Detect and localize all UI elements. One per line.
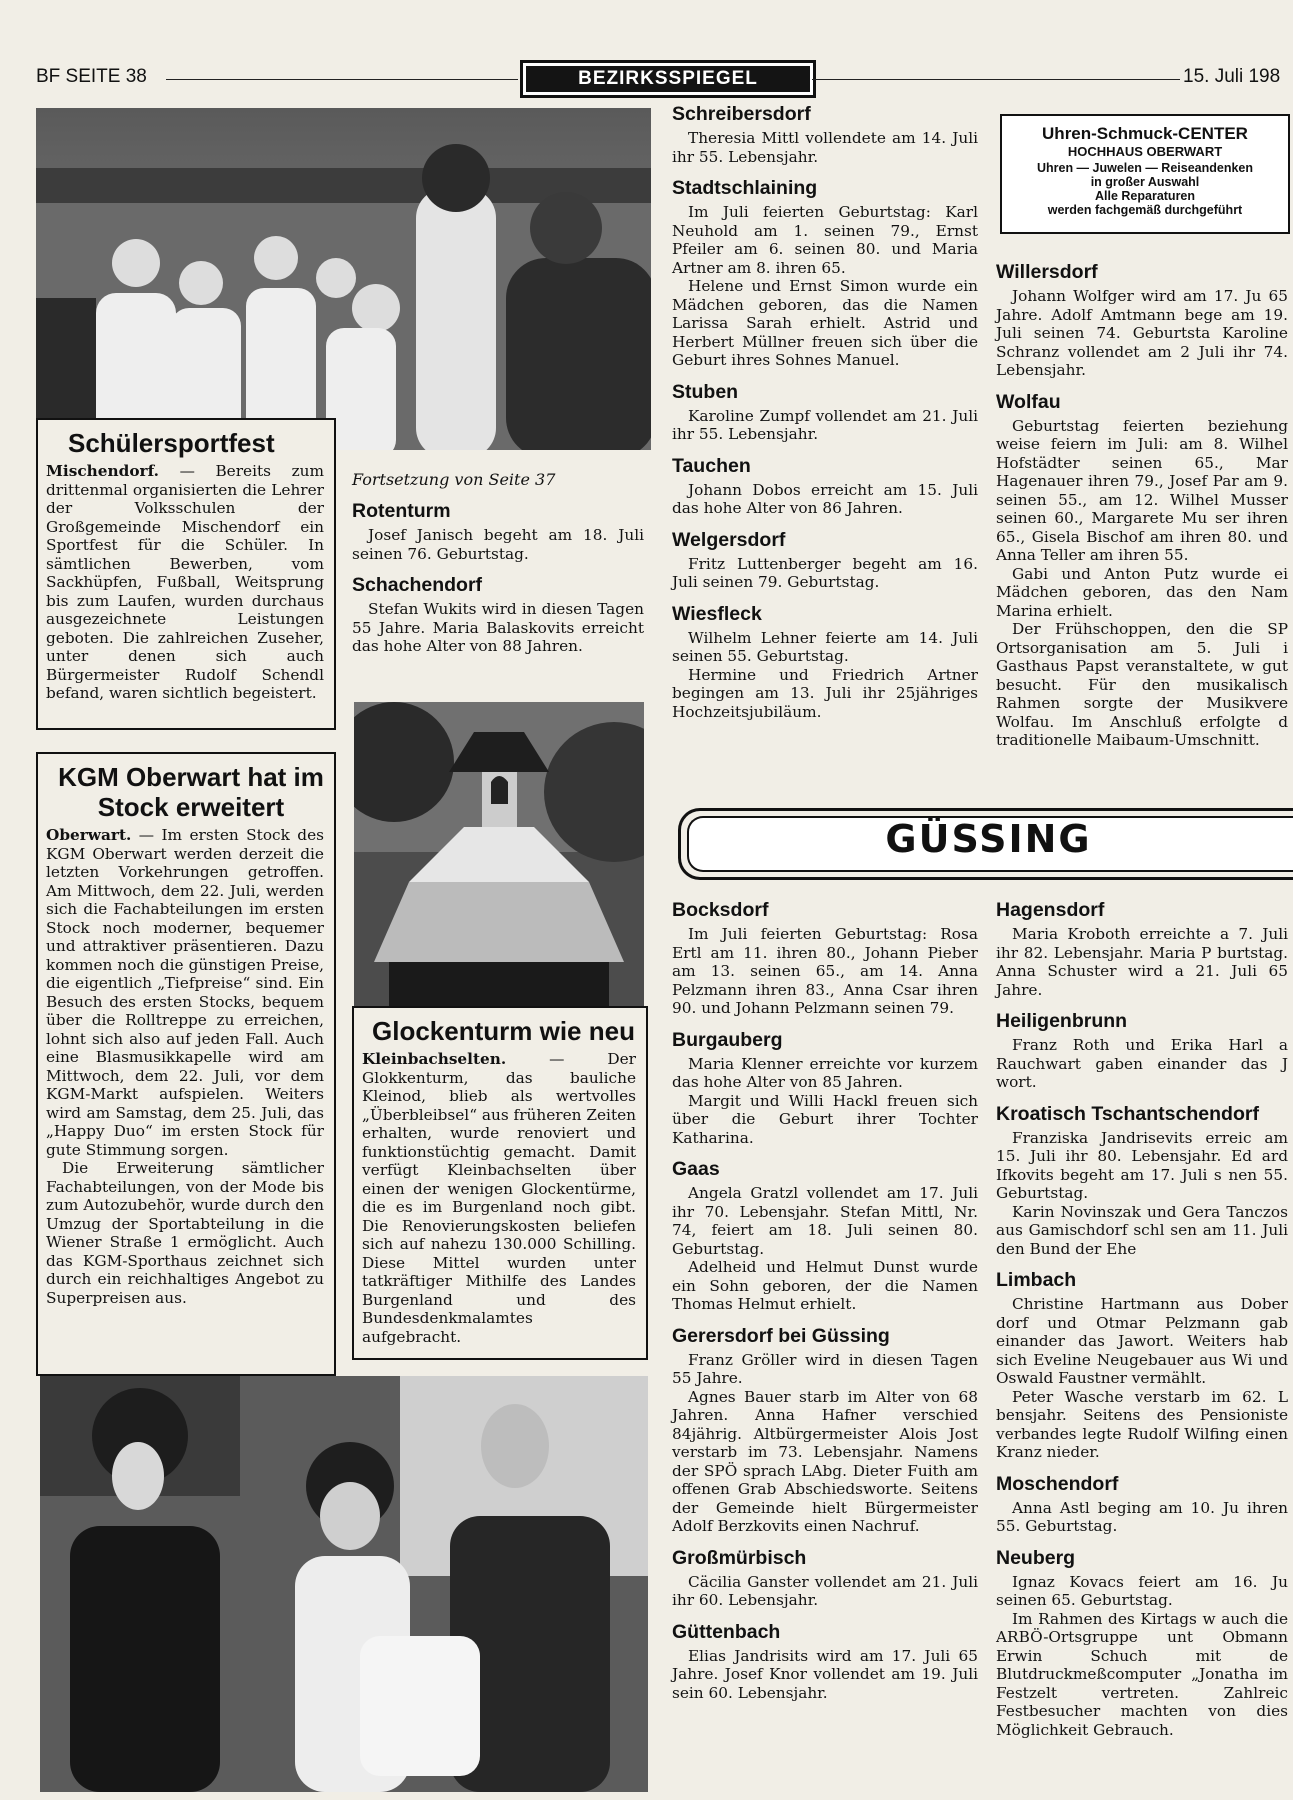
place-heading: Bocksdorf [672, 899, 769, 921]
place-heading: Rotenturm [352, 500, 451, 522]
place-text: Fritz Luttenberger begeht am 16. Juli seinen 79. Geburtstag. [672, 554, 978, 591]
store-photo-illustration [40, 1376, 648, 1792]
ad-line: in großer Auswahl [1090, 175, 1200, 189]
place-text: Franz Gröller wird in diesen Tagen 55 Jahre. [672, 1350, 978, 1387]
bell-tower-photo [354, 702, 644, 1010]
place-heading: Güttenbach [672, 1620, 781, 1643]
place-text: Hermine und Friedrich Artner begingen am 13. Juli ihr 25jähriges Hochzeitsjubiläum. [672, 665, 978, 721]
body-text: — Bereits zum drittenmal organisierten die Lehrer der Volksschulen der Großgemeinde Mischendorf ein Sportfest für die Schüler. In sämtlichen Bewerben, vom Sackhüpfen, Fußball, Weitsprung bis zum Laufen, wurden durchaus ausgezeichnete Leistungen geboten. Die zahlreichen Zuseher, unter denen sich auch Bürgermeister Rudolf Schendl befand, waren sichtlich begeistert. [46, 462, 324, 702]
header-rule-right [812, 79, 1180, 80]
place-heading: Wolfau [996, 390, 1061, 413]
ad-title: Uhren-Schmuck-CENTER [1042, 124, 1248, 143]
place-heading: Stadtschlaining [672, 177, 818, 199]
place-text: Wilhelm Lehner feierte am 14. Juli seinen 55. Geburtstag. [672, 628, 978, 665]
place-text: Johann Wolfger wird am 17. Ju 65 Jahre. Adolf Amtmann bege am 19. Juli seinen 74. Geburtsta Karoline Schranz vollendet am 2 Juli ihr 74. Lebensjahr. [996, 287, 1288, 379]
district-title: GÜSSING [885, 817, 1092, 861]
headline: KGM Oberwart hat im Stock erweitert [58, 762, 324, 822]
place-heading: Tauchen [672, 454, 751, 477]
place-text: Angela Gratzl vollendet am 17. Juli ihr 70. Lebensjahr. Stefan Mittl, Nr. 74, feiert am 18. Juli seinen 80. Geburtstag. [672, 1184, 978, 1258]
place-text: Helene und Ernst Simon wurde ein Mädchen geboren, das die Namen Larissa Sarah erhielt. Astrid und Herbert Müllner freuen sich über die Geburt ihres Sohnes Manuel. [672, 277, 978, 369]
ad-subtitle: HOCHHAUS OBERWART [1067, 144, 1223, 159]
place-text: Elias Jandrisits wird am 17. Juli 65 Jahre. Josef Knor vollendet am 19. Juli sein 60. Lebensjahr. [672, 1646, 978, 1702]
body-text: — Der Glokkenturm, das bauliche Kleinod, blieb als wertvolles „Überbleibsel“ aus früheren Zeiten erhalten, wurde renoviert und funktionstüchtig gemacht. Damit verfügt Kleinbachselten über einen der wenigen Glockentürme, die es im Burgenland noch gibt. Die Renovierungskosten beliefen sich auf nahezu 130.000 Schilling. Diese Mittel wurden unter tatkräftiger Mithilfe des Landes Burgenland und des Bundesdenkmalamtes aufgebracht. [362, 1050, 636, 1346]
district-banner-guessing [678, 808, 1293, 880]
section-kicker [520, 60, 816, 98]
dateline: Mischendorf. [46, 462, 159, 480]
place-text: Karin Novinszak und Gera Tanczos aus Gamischdorf schl sen am 11. Juli den Bund der Ehe [996, 1202, 1288, 1258]
place-text: Der Frühschoppen, den die SP Ortsorganisation am 5. Juli i Gasthaus Papst veranstaltete, w gut besucht. Für den musikalisch Rahmen sorgte der Musikvere Wolfau. Im Anschluß erfolgte d traditionelle Maibaum-Umschnitt. [996, 620, 1288, 749]
place-heading: Stuben [672, 380, 739, 403]
place-heading: Gaas [672, 1158, 720, 1180]
place-heading: Hagensdorf [996, 899, 1105, 921]
place-heading: Willersdorf [996, 261, 1098, 283]
place-text: Im Juli feierten Geburtstag: Rosa Ertl am 11. ihren 80., Johann Pieber am 13. seinen 65., am 14. Anna Pelzmann ihren 83., Anna Csar ihren 90. und Johann Pelzmann seinen 79. [672, 925, 978, 1017]
place-heading: Limbach [996, 1269, 1077, 1291]
article-body: Die Erweiterung sämtlicher Fachabteilungen, von der Mode bis zum Autozubehör, wurde durch den Umzug der Sportabteilung in die Wiener Straße 1 ermöglicht. Auch das KGM-Sporthaus zeichnet sich durch ein reichhaltiges Angebot zu Superpreisen aus. [46, 1159, 324, 1307]
place-text: Ignaz Kovacs feiert am 16. Ju seinen 65. Geburtstag. [996, 1572, 1288, 1609]
place-text: Margit und Willi Hackl freuen sich über die Geburt ihrer Tochter Katharina. [672, 1091, 978, 1147]
column-places-2 [996, 250, 1288, 750]
body-text: — Im ersten Stock des KGM Oberwart werden derzeit die letzten Vorkehrungen getroffen. Am Mittwoch, dem 22. Juli, werden sich die Fachabteilungen im ersten Stock noch moderner, bequemer und attraktiver präsentieren. Dazu kommen noch die günstigen Preise, die eigentlich „Tiefpreise“ sind. Ein Besuch des ersten Stocks, bequem über die Rolltreppe zu erreichen, lohnt sich also auf jeden Fall. Auch eine Blasmusikkapelle wird am Mittwoch, dem 22. Juli, vor dem KGM-Markt aufspielen. Weiters wird am Samstag, dem 25. Juli, das „Happy Duo“ im ersten Stock für gute Stimmung sorgen. [46, 826, 324, 1159]
place-heading: Wiesfleck [672, 602, 762, 625]
continued-note: Fortsetzung von Seite 37 [352, 470, 556, 489]
place-text: Agnes Bauer starb im Alter von 68 Jahren. Anna Hafner verschied 84jährig. Altbürgermeister Alois Jost verstarb im 73. Lebensjahr. Namens der SPÖ sprach LAbg. Dieter Fuith am offenen Grab Abschiedsworte. Seitens der Gemeinde hielt Bürgermeister Adolf Berzkovits einen Nachruf. [672, 1387, 978, 1535]
dateline: Oberwart. [46, 826, 132, 844]
place-text: Adelheid und Helmut Dunst wurde ein Sohn geboren, der die Namen Thomas Helmut erhielt. [672, 1258, 978, 1313]
place-heading: Schreibersdorf [672, 103, 811, 125]
headline: Schülersportfest [68, 428, 275, 458]
place-text: Peter Wasche verstarb im 62. L bensjahr. Seitens des Pensioniste verbandes legte Rudolf Wilfing einen Kranz nieder. [996, 1387, 1288, 1461]
ad-line: Alle Reparaturen [1094, 189, 1196, 203]
article-glockenturm [352, 1006, 648, 1360]
place-text: Theresia Mittl vollendete am 14. Juli ihr 55. Lebensjahr. [672, 129, 978, 166]
place-text: Franziska Jandrisevits erreic am 15. Juli ihr 80. Lebensjahr. Ed ard Ifkovits begeht am 17. Juli s nen 55. Geburtstag. [996, 1128, 1288, 1202]
place-text: Stefan Wukits wird in diesen Tagen 55 Jahre. Maria Balaskovits erreicht das hohe Alter von 88 Jahren. [352, 600, 644, 655]
place-text: Gabi und Anton Putz wurde ei Mädchen geboren, das den Nam Marina erhielt. [996, 564, 1288, 620]
issue-date: 15. Juli 198 [1183, 66, 1281, 87]
place-text: Cäcilia Ganster vollendet am 21. Juli ihr 60. Lebensjahr. [672, 1572, 978, 1609]
place-text: Karoline Zumpf vollendet am 21. Juli ihr 55. Lebensjahr. [672, 406, 978, 443]
section-title: BEZIRKSSPIEGEL [526, 66, 810, 92]
place-text: Geburtstag feierten beziehung weise feiern im Juli: am 8. Wilhel Hofstädter seinen 65., Mar Hagenauer ihren 79., Josef Par am 9. seinen 55., am 12. Wilhel Musser seinen 60., Margarete Mu ser ihren 65., Gisela Bischof am ihren 80. und Anna Teller am ihren 55. [996, 416, 1288, 564]
column-places-1 [672, 96, 978, 721]
header-rule-left [166, 79, 518, 80]
sportsfest-photo [36, 108, 651, 450]
place-text: Maria Kroboth erreichte a 7. Juli ihr 82. Lebensjahr. Maria P burtstag. Anna Schuster wird a 21. Juli 65 Jahre. [996, 925, 1288, 999]
article-body [362, 1050, 636, 1346]
place-heading: Großmürbisch [672, 1546, 807, 1569]
article-kgm-oberwart [36, 752, 336, 1376]
headline: Glockenturm wie neu [372, 1016, 635, 1046]
place-heading: Schachendorf [352, 574, 483, 596]
place-text: Im Rahmen des Kirtags w auch die ARBÖ-Ortsgruppe unt Obmann Erwin Schuch mit de Blutdruckmeßcomputer „Jonatha im Festzelt vertreten. Zahlreic Festbesucher machten von dies Möglichkeit Gebrauch. [996, 1609, 1288, 1739]
ad-line: werden fachgemäß durchgeführt [1047, 203, 1243, 217]
place-text: Johann Dobos erreicht am 15. Juli das hohe Alter von 86 Jahren. [672, 480, 978, 517]
place-text: Franz Roth und Erika Harl a Rauchwart gaben einander das J wort. [996, 1036, 1288, 1091]
place-heading: Heiligenbrunn [996, 1010, 1128, 1032]
column-guessing-2 [996, 888, 1288, 1739]
ad-line: Uhren — Juwelen — Reiseandenken [1036, 161, 1254, 175]
advertisement-uhren-schmuck [1000, 114, 1290, 234]
place-heading: Welgersdorf [672, 528, 786, 551]
store-photo [40, 1376, 648, 1792]
article-body [46, 826, 324, 1159]
place-text: Anna Astl beging am 10. Ju ihren 55. Geburtstag. [996, 1498, 1288, 1535]
place-text: Im Juli feierten Geburtstag: Karl Neuhold am 1. seinen 79., Ernst Pfeiler am 6. seinen 80. und Maria Artner am 8. ihren 65. [672, 203, 978, 277]
place-text: Christine Hartmann aus Dober dorf und Otmar Pelzmann gab einander das Jawort. Weiters hab sich Eveline Neugebauer aus Wi und Oswald Faustner vermählt. [996, 1295, 1288, 1387]
column-continued [352, 470, 644, 656]
article-schuelersportfest [36, 418, 336, 730]
place-heading: Gerersdorf bei Güssing [672, 1324, 890, 1347]
place-heading: Burgauberg [672, 1028, 783, 1051]
sportsfest-photo-illustration [36, 108, 651, 450]
place-text: Josef Janisch begeht am 18. Juli seinen 76. Geburtstag. [352, 526, 644, 563]
place-heading: Neuberg [996, 1546, 1076, 1569]
bell-tower-photo-illustration [354, 702, 644, 1010]
place-text: Maria Klenner erreichte vor kurzem das hohe Alter von 85 Jahren. [672, 1054, 978, 1091]
place-heading: Kroatisch Tschantschendorf [996, 1102, 1259, 1125]
dateline: Kleinbachselten. [362, 1050, 507, 1068]
article-body [46, 462, 324, 703]
place-heading: Moschendorf [996, 1472, 1119, 1495]
column-guessing-1 [672, 888, 978, 1702]
page-number: BF SEITE 38 [36, 66, 147, 87]
